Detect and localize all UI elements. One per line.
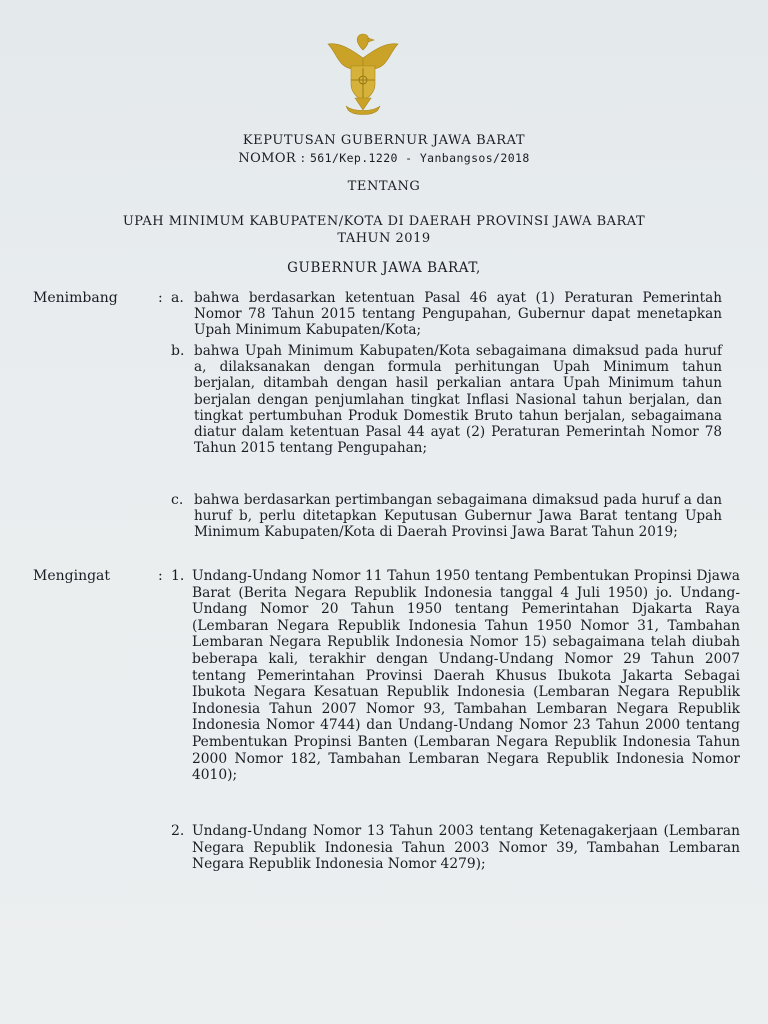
menimbang-marker-a: a. — [171, 290, 184, 306]
mengingat-item-2: Undang-Undang Nomor 13 Tahun 2003 tentang Ketenagakerjaan (Lembaran Negara Republik Indonesia Tahun 2003 Nomor 39, Tambahan Lembaran Negara Republik Indonesia Nomor 4279); — [192, 823, 740, 873]
mengingat-marker-2: 2. — [171, 823, 185, 839]
subject-line-2: TAHUN 2019 — [337, 231, 431, 246]
menimbang-item-c: bahwa berdasarkan pertimbangan sebagaimana dimaksud pada huruf a dan huruf b, perlu ditetapkan Keputusan Gubernur Jawa Barat tentang Upah Minimum Kabupaten/Kota di Daerah Provinsi Jawa Barat Tahun 2019; — [194, 492, 722, 541]
mengingat-item-1: Undang-Undang Nomor 11 Tahun 1950 tentang Pembentukan Propinsi Djawa Barat (Berita Negara Republik Indonesia tanggal 4 Juli 1950) jo. Undang-Undang Nomor 20 Tahun 1950 tentang Pemerintahan Djakarta Raya (Lembaran Negara Republik Indonesia Tahun 1950 Nomor 31, Tambahan Lembaran Negara Republik Indonesia Nomor 15) sebagaimana telah diubah beberapa kali, terakhir dengan Undang-Undang Nomor 29 Tahun 2007 tentang Pemerintahan Provinsi Daerah Khusus Ibukota Jakarta Sebagai Ibukota Negara Kesatuan Republik Indonesia (Lembaran Negara Republik Indonesia Tahun 2007 Nomor 93, Tambahan Lembaran Negara Republik Indonesia Nomor 4744) dan Undang-Undang Nomor 23 Tahun 2000 tentang Pembentukan Propinsi Banten (Lembaran Negara Republik Indonesia Tahun 2000 Nomor 182, Tambahan Lembaran Negara Republik Indonesia Nomor 4010); — [192, 568, 740, 784]
mengingat-colon: : — [158, 568, 163, 584]
subject-line-1: UPAH MINIMUM KABUPATEN/KOTA DI DAERAH PROVINSI JAWA BARAT — [122, 214, 646, 229]
garuda-emblem-icon — [322, 28, 404, 118]
document-title: KEPUTUSAN GUBERNUR JAWA BARAT — [242, 133, 526, 148]
gubernur-heading: GUBERNUR JAWA BARAT, — [287, 260, 481, 276]
mengingat-label: Mengingat — [33, 568, 111, 584]
menimbang-item-a: bahwa berdasarkan ketentuan Pasal 46 ayat (1) Peraturan Pemerintah Nomor 78 Tahun 2015 tentang Pengupahan, Gubernur dapat menetapkan Upah Minimum Kabupaten/Kota; — [194, 290, 722, 339]
nomor-label: NOMOR : — [238, 151, 306, 166]
menimbang-marker-c: c. — [171, 492, 184, 508]
menimbang-label: Menimbang — [33, 290, 118, 306]
mengingat-marker-1: 1. — [171, 568, 185, 584]
document-number — [0, 151, 768, 166]
menimbang-item-b: bahwa Upah Minimum Kabupaten/Kota sebagaimana dimaksud pada huruf a, dilaksanakan dengan formula perhitungan Upah Minimum tahun berjalan, ditambah dengan hasil perkalian antara Upah Minimum tahun berjalan dengan penjumlahan tingkat Inflasi Nasional tahun berjalan, dan tingkat pertumbuhan Produk Domestik Bruto tahun berjalan, sebagaimana diatur dalam ketentuan Pasal 44 ayat (2) Peraturan Pemerintah Nomor 78 Tahun 2015 tentang Pengupahan; — [194, 343, 722, 457]
menimbang-colon: : — [158, 290, 163, 306]
nomor-value: 561/Kep.1220 - Yanbangsos/2018 — [309, 151, 530, 165]
menimbang-marker-b: b. — [171, 343, 185, 359]
tentang-heading: TENTANG — [347, 179, 421, 194]
